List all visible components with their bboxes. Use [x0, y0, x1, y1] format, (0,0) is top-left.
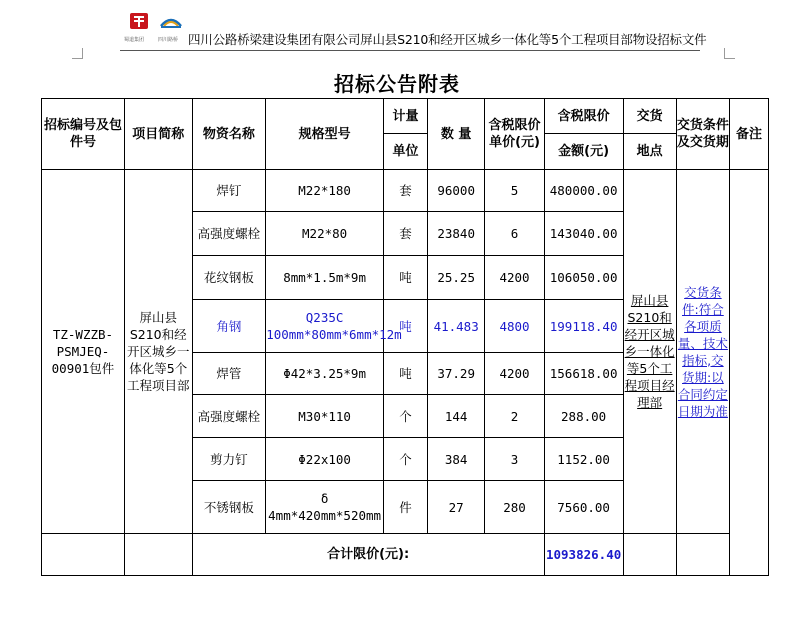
- amount-cell: 288.00: [544, 395, 623, 438]
- header-bid-no: 招标编号及包件号: [42, 99, 125, 170]
- spec-cell: Q235C 100mm*80mm*6mm*12m: [266, 300, 384, 353]
- amount-cell: 1152.00: [544, 438, 623, 481]
- logo-caption: 蜀道集团: [124, 37, 145, 43]
- qty-cell: 23840: [428, 212, 485, 256]
- price-cell: 280: [485, 481, 544, 534]
- header-place-bottom: 地点: [623, 134, 676, 170]
- header-divider: [120, 50, 700, 51]
- project-cell: 屏山县S210和经开区城乡一体化等5个工程项目部: [124, 170, 192, 534]
- total-label: 合计限价(元):: [192, 534, 544, 576]
- header-material: 物资名称: [192, 99, 266, 170]
- unit-cell: 套: [383, 212, 427, 256]
- unit-cell: 件: [383, 481, 427, 534]
- header-terms: 交货条件及交货期: [676, 99, 729, 170]
- material-name: 角钢: [192, 300, 266, 353]
- unit-cell: 吨: [383, 256, 427, 300]
- total-spacer-bid: [42, 534, 125, 576]
- price-cell: 5: [485, 170, 544, 212]
- price-cell: 4200: [485, 353, 544, 395]
- unit-cell: 个: [383, 438, 427, 481]
- table-row: [42, 170, 769, 212]
- remark-cell: [730, 170, 769, 576]
- header-place-top: 交货: [623, 99, 676, 134]
- material-name: 高强度螺栓: [192, 395, 266, 438]
- total-row: [42, 534, 769, 576]
- crop-mark-top-right: [724, 48, 735, 59]
- amount-cell: 7560.00: [544, 481, 623, 534]
- qty-cell: 37.29: [428, 353, 485, 395]
- amount-cell: 156618.00: [544, 353, 623, 395]
- total-spacer-terms: [676, 534, 729, 576]
- price-cell: 4200: [485, 256, 544, 300]
- logo-caption: 四川路桥: [158, 37, 179, 43]
- delivery-terms-cell: 交货条件:符合各项质量、技术指标,交货期:以合同约定日期为准: [676, 170, 729, 534]
- spec-cell: M22*180: [266, 170, 384, 212]
- unit-cell: 套: [383, 170, 427, 212]
- company-logo-icon: [126, 12, 152, 38]
- qty-cell: 27: [428, 481, 485, 534]
- spec-cell: Φ42*3.25*9m: [266, 353, 384, 395]
- material-name: 高强度螺栓: [192, 212, 266, 256]
- header-amount-bottom: 金额(元): [544, 134, 623, 170]
- material-name: 花纹钢板: [192, 256, 266, 300]
- material-name: 焊管: [192, 353, 266, 395]
- header-unit-bottom: 单位: [383, 134, 427, 170]
- price-cell: 6: [485, 212, 544, 256]
- spec-cell: Φ22x100: [266, 438, 384, 481]
- total-spacer-project: [124, 534, 192, 576]
- total-value: 1093826.40: [544, 534, 623, 576]
- page-title: 招标公告附表: [334, 72, 460, 96]
- price-cell: 2: [485, 395, 544, 438]
- total-spacer-place: [623, 534, 676, 576]
- qty-cell: 41.483: [428, 300, 485, 353]
- header-remark: 备注: [730, 99, 769, 170]
- spec-cell: M22*80: [266, 212, 384, 256]
- delivery-place-cell: 屏山县S210和经开区城乡一体化等5个工程项目经理部: [623, 170, 676, 534]
- price-cell: 3: [485, 438, 544, 481]
- amount-cell: 143040.00: [544, 212, 623, 256]
- qty-cell: 384: [428, 438, 485, 481]
- unit-cell: 个: [383, 395, 427, 438]
- header-qty: 数 量: [428, 99, 485, 170]
- crop-mark-top-left: [72, 48, 83, 59]
- spec-cell: δ 4mm*420mm*520mm: [266, 481, 384, 534]
- qty-cell: 144: [428, 395, 485, 438]
- header-text: 四川公路桥梁建设集团有限公司屏山县S210和经开区城乡一体化等5个工程项目部物设招标文件: [188, 32, 707, 47]
- unit-cell: 吨: [383, 353, 427, 395]
- header-amount-top: 含税限价: [544, 99, 623, 134]
- spec-cell: 8mm*1.5m*9m: [266, 256, 384, 300]
- header-unit-price: 含税限价单价(元): [485, 99, 544, 170]
- header-project: 项目简称: [124, 99, 192, 170]
- header-unit-top: 计量: [383, 99, 427, 134]
- amount-cell: 199118.40: [544, 300, 623, 353]
- amount-cell: 480000.00: [544, 170, 623, 212]
- bid-no-cell: TZ-WZZB-PSMJEQ-00901包件: [42, 170, 125, 534]
- unit-cell: 吨: [383, 300, 427, 353]
- srbg-logo-icon: [158, 12, 184, 38]
- spec-cell: M30*110: [266, 395, 384, 438]
- page-header: [120, 16, 707, 47]
- material-name: 剪力钉: [192, 438, 266, 481]
- qty-cell: 25.25: [428, 256, 485, 300]
- bid-table: [41, 98, 769, 576]
- material-name: 焊钉: [192, 170, 266, 212]
- material-name: 不锈钢板: [192, 481, 266, 534]
- price-cell: 4800: [485, 300, 544, 353]
- header-spec: 规格型号: [266, 99, 384, 170]
- qty-cell: 96000: [428, 170, 485, 212]
- amount-cell: 106050.00: [544, 256, 623, 300]
